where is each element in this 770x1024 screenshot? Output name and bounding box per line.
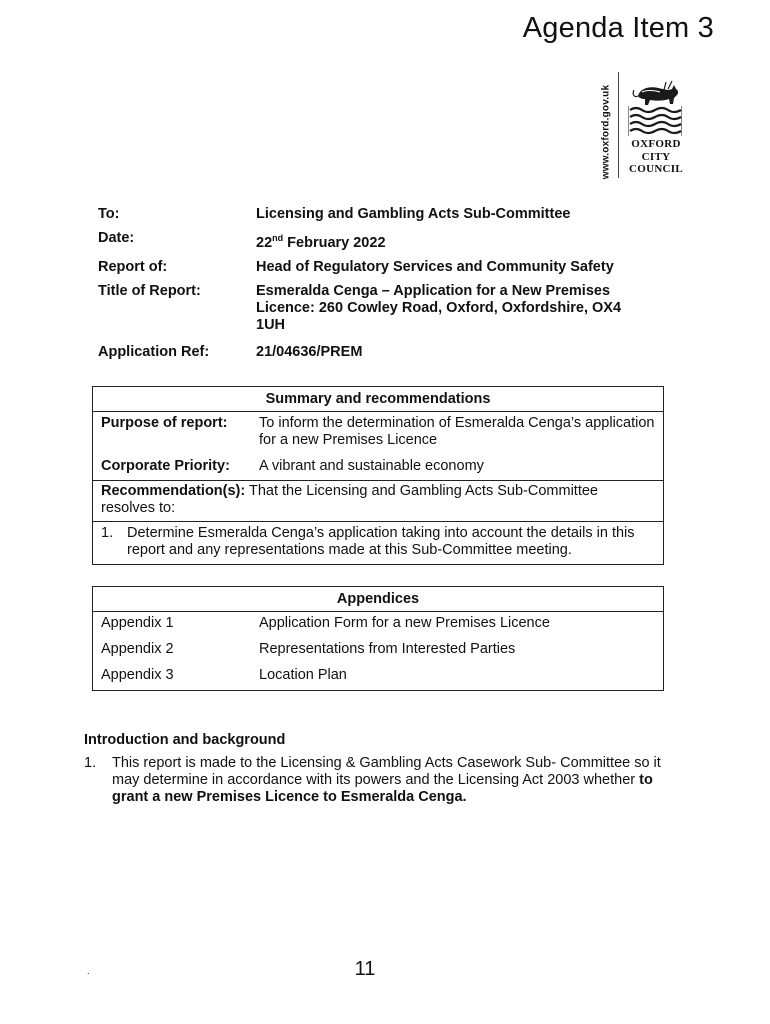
meta-date-value: 22nd February 2022 <box>256 233 386 251</box>
appendix-row <box>93 661 663 690</box>
meta-title-row <box>98 283 658 334</box>
summary-priority-value: A vibrant and sustainable economy <box>259 458 484 474</box>
meta-to-row <box>98 206 658 223</box>
meta-report-of-label: Report of: <box>98 258 168 275</box>
agenda-item-title: Agenda Item 3 <box>522 12 714 44</box>
oxford-ox-crest-icon <box>628 80 682 140</box>
summary-rec-item-text: Determine Esmeralda Cenga’s application taking into account the details in this report and any representations made at this Sub-Committee meeting. <box>127 525 635 558</box>
summary-rec-item-num: 1. <box>101 525 114 541</box>
intro-item-text: This report is made to the Licensing & Gambling Acts Casework Sub- Committee so it may determine in accordance with its powers and the Licensing Act 2003 whether to grant a new Premises Licence to Esmeralda Cenga. <box>112 755 661 805</box>
website-url: www.oxford.gov.uk <box>600 84 612 180</box>
summary-purpose-label: Purpose of report: <box>101 415 228 431</box>
intro-section <box>84 732 684 806</box>
summary-priority-row <box>93 452 663 480</box>
summary-rec-item <box>93 522 663 564</box>
footer-dot: . <box>87 966 90 976</box>
meta-ref-label: Application Ref: <box>98 343 210 360</box>
appendices-heading: Appendices <box>93 587 664 612</box>
appendices-table <box>92 586 664 691</box>
appendix-label: Appendix 3 <box>101 667 174 683</box>
page-number: 11 <box>354 958 376 980</box>
meta-report-of-value: Head of Regulatory Services and Community Safety <box>256 258 614 275</box>
summary-purpose-value: To inform the determination of Esmeralda Cenga’s application for a new Premises Licence <box>259 415 655 448</box>
summary-priority-label: Corporate Priority: <box>101 458 230 474</box>
meta-ref-value: 21/04636/PREM <box>256 343 363 360</box>
report-meta <box>98 206 658 368</box>
summary-table <box>92 386 664 565</box>
meta-date-row <box>98 230 658 252</box>
meta-to-value: Licensing and Gambling Acts Sub-Committee <box>256 206 571 222</box>
summary-rec-value: That the Licensing and Gambling Acts Sub-Committee resolves to: <box>101 483 598 516</box>
summary-recommendation <box>93 481 663 521</box>
meta-date-label: Date: <box>98 230 135 246</box>
appendix-label: Appendix 1 <box>101 615 174 631</box>
appendix-label: Appendix 2 <box>101 641 174 657</box>
meta-title-label: Title of Report: <box>98 282 201 299</box>
logo-divider <box>618 72 619 178</box>
appendix-value: Location Plan <box>259 667 347 683</box>
appendix-row <box>93 635 663 661</box>
intro-heading: Introduction and background <box>84 732 286 748</box>
summary-purpose-row <box>93 412 663 452</box>
appendix-value: Application Form for a new Premises Licence <box>259 615 550 631</box>
summary-rec-label: Recommendation(s): <box>101 483 246 499</box>
meta-to-label: To: <box>98 206 120 222</box>
appendix-row <box>93 612 663 635</box>
council-name: OXFORD CITY COUNCIL <box>628 138 684 175</box>
meta-report-of-row <box>98 259 658 276</box>
meta-title-value: Esmeralda Cenga – Application for a New Premises Licence: 260 Cowley Road, Oxford, Oxfordshire, OX4 1UH <box>256 282 622 333</box>
intro-item-num: 1. <box>84 755 97 771</box>
intro-item <box>84 755 684 806</box>
appendix-value: Representations from Interested Parties <box>259 641 516 657</box>
meta-ref-row <box>98 344 658 361</box>
summary-heading: Summary and recommendations <box>93 387 664 412</box>
